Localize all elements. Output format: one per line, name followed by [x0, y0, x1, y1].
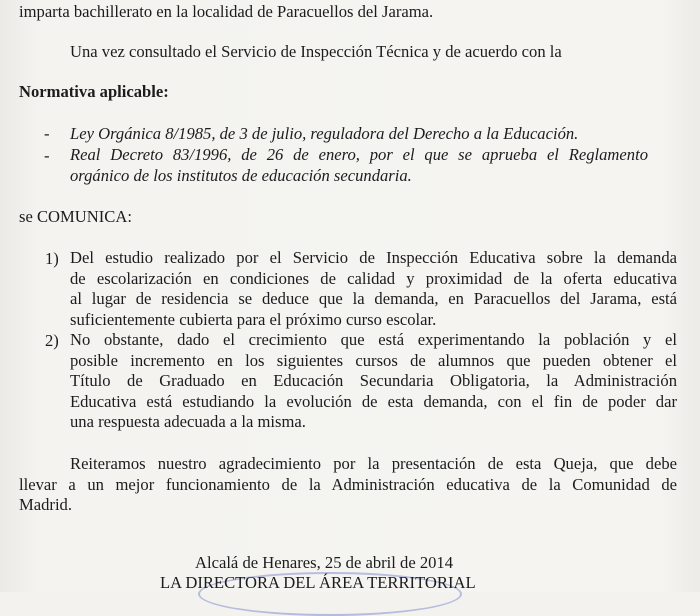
normativa-item: Ley Orgánica 8/1985, de 3 de julio, reguladora del Derecho a la Educación. — [70, 124, 579, 143]
text-line: Reiteramos nuestro agradecimiento por la presentación de esta Queja, que debe — [70, 454, 677, 473]
list-dash: - — [44, 146, 50, 165]
text-line: suficientemente cubierta para el próximo curso escolar. — [70, 309, 437, 329]
text-consult-line: Una vez consultado el Servicio de Inspección Técnica y de acuerdo con la — [70, 42, 562, 61]
text-line: Real Decreto 83/1996, de 26 de enero, por el que se aprueba el Reglamento — [70, 145, 648, 164]
text-line: de escolarización en condiciones de calidad y proximidad de la oferta educativa — [70, 268, 677, 288]
list-dash: - — [44, 124, 50, 143]
point-paragraph — [70, 330, 677, 433]
text-line: Madrid. — [19, 495, 72, 514]
text-line: una respuesta adecuada a la misma. — [70, 412, 306, 431]
text-line: posible incremento en los siguientes cursos de alumnos que pueden obtener el — [70, 350, 677, 370]
text-line: al lugar de residencia se deduce que la demanda, en Paracuellos del Jarama, está — [70, 289, 677, 308]
text-line: orgánico de los institutos de educación secundaria. — [70, 165, 412, 185]
place-date: Alcalá de Henares, 25 de abril de 2014 — [195, 553, 454, 572]
closing-paragraph — [19, 454, 677, 516]
heading-normativa: Normativa aplicable: — [19, 82, 169, 101]
point-number: 1) — [45, 249, 59, 268]
text-line: llevar a un mejor funcionamiento de la Administración educativa de la Comunidad de — [19, 474, 677, 494]
text-line-top: imparta bachillerato en la localidad de Paracuellos del Jarama. — [19, 2, 434, 21]
text-line: Del estudio realizado por el Servicio de Inspección Educativa sobre la demanda — [70, 248, 677, 267]
signatory-title: LA DIRECTORA DEL ÁREA TERRITORIAL — [160, 573, 476, 592]
text-line: Educativa está estudiando la evolución de esta demanda, con el fin de poder dar — [70, 391, 677, 411]
text-comunica: se COMUNICA: — [19, 207, 132, 226]
text-line: Título de Graduado en Educación Secundaria Obligatoria, la Administración — [70, 371, 677, 390]
point-number: 2) — [45, 331, 59, 350]
text-line: No obstante, dado el crecimiento que está experimentando la población y el — [70, 330, 677, 349]
normativa-item — [70, 145, 648, 186]
point-paragraph — [70, 248, 677, 330]
